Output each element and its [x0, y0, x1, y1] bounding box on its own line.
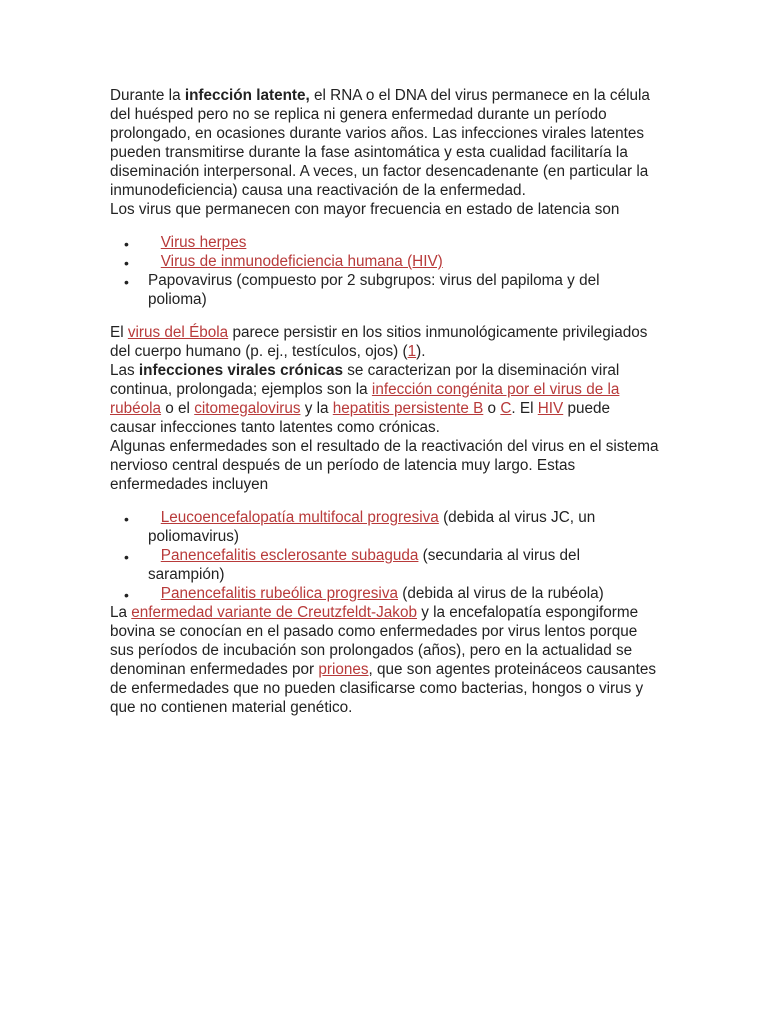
paragraph-ebola [110, 323, 660, 361]
text: o el [161, 400, 195, 417]
list-item [148, 252, 660, 271]
document-body [110, 86, 660, 717]
text: (debida al virus de la rubéola) [398, 585, 604, 602]
text: (secundaria al virus del sarampión) [148, 547, 580, 583]
link-progressive-rubella-panencephalitis[interactable]: Panencefalitis rubeólica progresiva [160, 585, 398, 602]
bold-term-latent-infection: infección latente, [184, 87, 310, 104]
link-prions[interactable]: priones [318, 661, 369, 678]
link-cytomegalovirus[interactable]: citomegalovirus [194, 400, 301, 417]
list-latent-viruses [110, 233, 660, 309]
link-hepatitis-b[interactable]: hepatitis persistente B [332, 400, 484, 417]
text: (debida al virus JC, un poliomavirus) [148, 509, 596, 545]
paragraph-prions [110, 603, 660, 717]
text: Papovavirus (compuesto por 2 subgrupos: virus del papiloma y del polioma) [148, 272, 600, 308]
text: Durante la [110, 87, 185, 104]
text: y la encefalopatía espongiforme bovina se conocían en el pasado como enfermedades por virus lentos porque sus períodos de incubación son prolongados (años), pero en la actualidad se denominan enfermedades por [110, 604, 639, 678]
paragraph-latent-viruses-intro: Los virus que permanecen con mayor frecuencia en estado de latencia son [110, 201, 620, 218]
text: puede causar infecciones tanto latentes como crónicas. [110, 400, 611, 436]
list-item [148, 508, 660, 546]
text: Las [110, 362, 139, 379]
list-item [148, 584, 660, 603]
list-item [148, 546, 660, 584]
link-ebola[interactable]: virus del Ébola [127, 324, 229, 341]
text: el RNA o el DNA del virus permanece en la célula del huésped pero no se replica ni genera enfermedad durante un período prolongado, en ocasiones durante varios años. Las infecciones virales latentes pueden transmitirse durante la fase asintomática y esta cualidad facilitaría la diseminación interpersonal. A veces, un factor desencadenante (en particular la inmunodeficiencia) causa una reactivación de la enfermedad. [110, 87, 650, 199]
link-hepatitis-c[interactable]: C [500, 400, 512, 417]
link-congenital-rubella[interactable]: infección congénita por el virus de la rubéola [110, 381, 620, 417]
link-creutzfeldt-jakob[interactable]: enfermedad variante de Creutzfeldt-Jakob [131, 604, 417, 621]
text: y la [300, 400, 333, 417]
list-slow-diseases [110, 508, 660, 603]
list-item [148, 233, 660, 252]
paragraph-latent-infection [110, 86, 660, 200]
text: se caracterizan por la diseminación viral continua, prolongada; ejemplos son la [110, 362, 620, 398]
text: La [110, 604, 132, 621]
text: . El [511, 400, 538, 417]
link-sspe[interactable]: Panencefalitis esclerosante subaguda [160, 547, 419, 564]
paragraph-chronic-infections [110, 361, 660, 437]
link-pml[interactable]: Leucoencefalopatía multifocal progresiva [160, 509, 439, 526]
paragraph-reactivation-intro: Algunas enfermedades son el resultado de la reactivación del virus en el sistema nervioso central después de un período de latencia muy largo. Estas enfermedades incluyen [110, 438, 659, 493]
link-reference-1[interactable]: 1 [407, 343, 417, 360]
text: parece persistir en los sitios inmunológicamente privilegiados del cuerpo humano (p. ej., testículos, ojos) ( [110, 324, 648, 360]
text: ). [416, 343, 426, 360]
link-virus-herpes[interactable]: Virus herpes [160, 234, 247, 251]
list-item [148, 271, 660, 309]
text: o [483, 400, 501, 417]
link-hiv-full[interactable]: Virus de inmunodeficiencia humana (HIV) [160, 253, 443, 270]
link-hiv[interactable]: HIV [537, 400, 564, 417]
text: El [110, 324, 128, 341]
bold-term-chronic-infections: infecciones virales crónicas [138, 362, 343, 379]
text: , que son agentes proteináceos causantes de enfermedades que no pueden clasificarse como bacterias, hongos o virus y que no contienen material genético. [110, 661, 656, 716]
